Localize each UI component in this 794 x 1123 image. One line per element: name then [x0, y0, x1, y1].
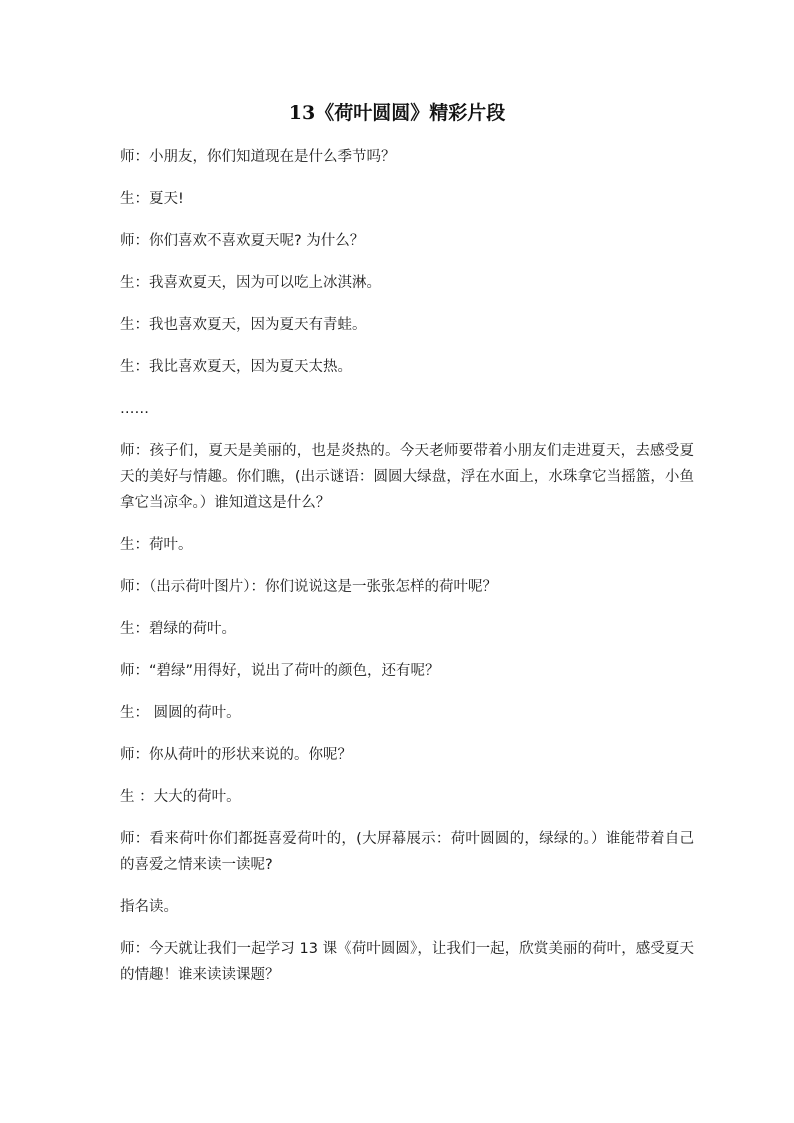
paragraph [120, 700, 694, 726]
paragraph [120, 894, 694, 920]
paragraph-text: 你从荷叶的形状来说的。你呢？ [149, 747, 352, 763]
paragraph-text: 荷叶。 [149, 537, 193, 553]
speaker-label: 生 ： [120, 789, 154, 805]
paragraph [120, 228, 694, 254]
paragraph-text: 小朋友，你们知道现在是什么季节吗？ [149, 149, 396, 165]
speaker-label: 师： [120, 443, 150, 459]
paragraph [120, 312, 694, 338]
document-title: 13《荷叶圆圆》精彩片段 [288, 102, 506, 124]
paragraph [120, 438, 694, 516]
speaker-label: 生： [120, 317, 149, 333]
paragraph [120, 784, 694, 810]
paragraph-text: 碧绿的荷叶。 [149, 621, 236, 637]
paragraph-text: 我也喜欢夏天，因为夏天有青蛙。 [149, 317, 367, 333]
speaker-label: 师： [120, 579, 149, 595]
paragraph [120, 532, 694, 558]
paragraph [120, 936, 694, 988]
ellipsis-line [120, 396, 694, 422]
speaker-label: 生： [120, 359, 149, 375]
paragraph-text: 夏天! [149, 191, 184, 207]
paragraph [120, 270, 694, 296]
paragraph [120, 826, 694, 878]
paragraph-text: 我喜欢夏天，因为可以吃上冰淇淋。 [149, 275, 381, 291]
speaker-label: 师： [120, 663, 149, 679]
paragraph-text: “碧绿”用得好，说出了荷叶的颜色，还有呢？ [149, 663, 440, 679]
paragraph-text: 你们喜欢不喜欢夏天呢? 为什么？ [149, 233, 365, 249]
paragraph-text: …… [120, 401, 149, 417]
paragraph-text: 我比喜欢夏天，因为夏天太热。 [149, 359, 352, 375]
paragraph-text: 指名读。 [120, 899, 178, 915]
speaker-label: 师： [120, 831, 150, 847]
paragraph [120, 658, 694, 684]
speaker-label: 生： [120, 191, 149, 207]
paragraph-text: 圆圆的荷叶。 [149, 705, 241, 721]
paragraph-text: 看来荷叶你们都挺喜爱荷叶的，(大屏幕展示：荷叶圆圆的，绿绿的。）谁能带着自己的喜爱之情来读一读呢? [120, 831, 695, 873]
speaker-label: 师： [120, 747, 149, 763]
paragraph [120, 186, 694, 212]
paragraph [120, 144, 694, 170]
paragraph [120, 742, 694, 768]
paragraph-text: 大大的荷叶。 [153, 789, 241, 805]
paragraph [120, 354, 694, 380]
speaker-label: 师： [120, 149, 149, 165]
paragraph [120, 616, 694, 642]
paragraph-text: （出示荷叶图片）：你们说说这是一张张怎样的荷叶呢？ [149, 579, 497, 595]
speaker-label: 生： [120, 705, 149, 721]
paragraph [120, 574, 694, 600]
paragraph-text: 孩子们，夏天是美丽的，也是炎热的。今天老师要带着小朋友们走进夏天，去感受夏天的美好与情趣。你们瞧，(出示谜语：圆圆大绿盘，浮在水面上，水珠拿它当摇篮，小鱼拿它当凉伞。）谁知道这是什么？ [120, 443, 695, 511]
speaker-label: 师： [120, 941, 150, 957]
speaker-label: 师： [120, 233, 149, 249]
speaker-label: 生： [120, 275, 149, 291]
dialogue-body [120, 144, 694, 1004]
speaker-label: 生： [120, 537, 149, 553]
speaker-label: 生： [120, 621, 149, 637]
paragraph-text: 今天就让我们一起学习 13 课《荷叶圆圆》，让我们一起，欣赏美丽的荷叶，感受夏天的情趣！谁来读读课题？ [120, 941, 695, 983]
